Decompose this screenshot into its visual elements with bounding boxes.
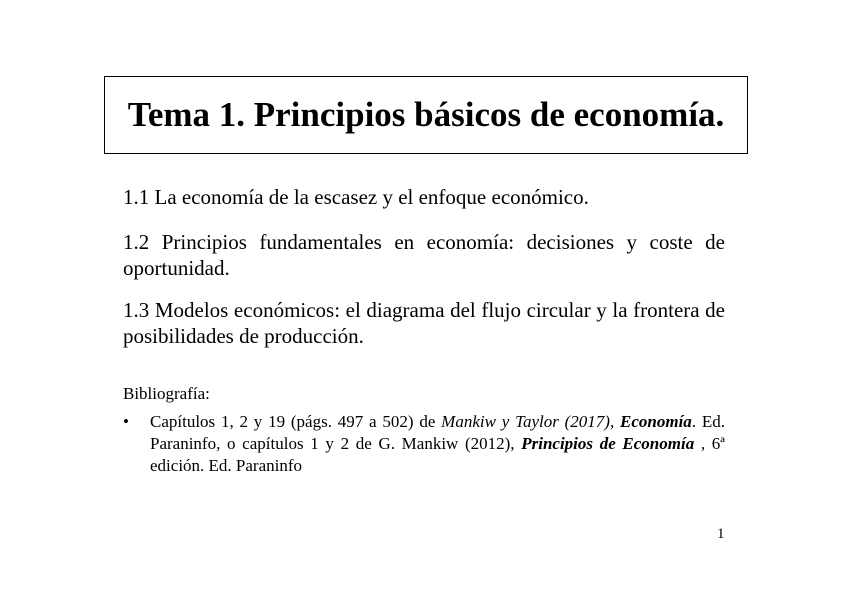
bibliography-text — [150, 411, 725, 477]
topic-item-1: 1.1 La economía de la escasez y el enfoque económico. — [123, 185, 589, 209]
bibliography-part1: Capítulos 1, 2 y 19 (págs. 497 a 502) de — [150, 412, 442, 431]
bibliography-authors: Mankiw y Taylor (2017), — [441, 412, 615, 431]
bibliography-item — [123, 411, 725, 477]
bibliography-book-2: Principios de Economía — [521, 434, 695, 453]
bibliography-heading: Bibliografía: — [123, 384, 210, 403]
slide-title-box — [104, 76, 748, 154]
bibliography-part3: , 6ª edición. Ed. Paraninfo — [150, 434, 725, 475]
slide-title: Tema 1. Principios básicos de economía. — [127, 95, 725, 134]
page-number: 1 — [717, 526, 725, 542]
topic-item-2: 1.2 Principios fundamentales en economía: decisiones y coste de oportunidad. — [123, 230, 725, 280]
bibliography-book-1: Economía — [620, 412, 692, 431]
topic-item-3: 1.3 Modelos económicos: el diagrama del flujo circular y la frontera de posibilidades de producción. — [123, 298, 725, 348]
bullet-icon: • — [123, 412, 129, 431]
bibliography-part2: . Ed. Paraninfo, o capítulos 1 y 2 de G. Mankiw (2012), — [150, 412, 725, 453]
